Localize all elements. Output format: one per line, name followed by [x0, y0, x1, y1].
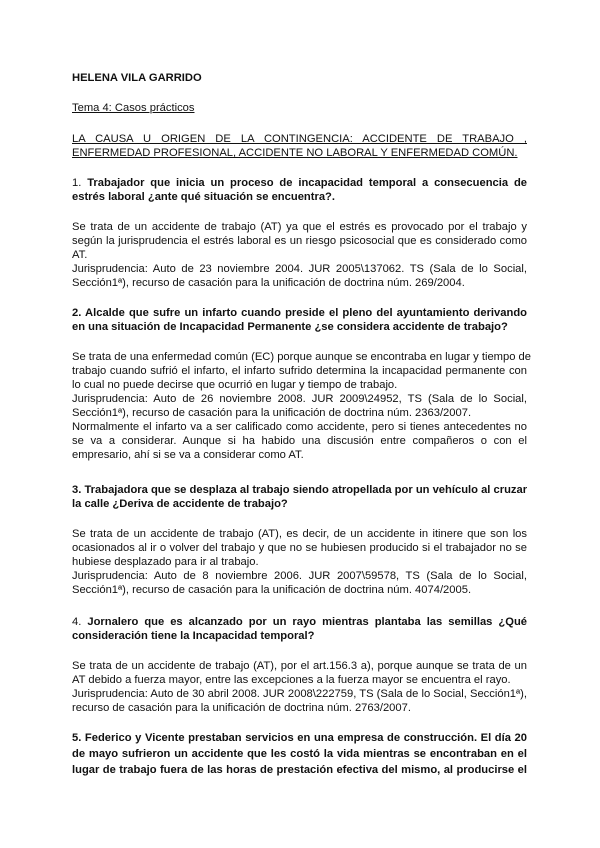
- answer-2-line-4: Jurisprudencia: Auto de 26 noviembre 2008. JUR 2009\24952, TS (Sala de lo Social,: [72, 393, 527, 405]
- question-1-line-1: [72, 176, 527, 190]
- question-1-number: 1.: [72, 177, 82, 189]
- answer-4-line-2: AT debido a fuerza mayor, entre las excepciones a la fuerza mayor se encuentra el rayo.: [72, 674, 511, 686]
- section-heading-line-1: LA CAUSA U ORIGEN DE LA CONTINGENCIA: ACCIDENTE DE TRABAJO ,: [72, 133, 527, 145]
- answer-2-line-7: se va a considerar. Aunque si ha habido una discusión entre compañeros o con el: [72, 435, 527, 447]
- question-2-line-2: en una situación de Incapacidad Permanente ¿se considera accidente de trabajo?: [72, 321, 508, 333]
- answer-3-line-2: ocasionados al ir o volver del trabajo y que no se hubiesen producido si el trabajador no se: [72, 542, 527, 554]
- answer-4-line-3: Jurisprudencia: Auto de 30 abril 2008. JUR 2008\222759, TS (Sala de lo Social, Sección1ª),: [72, 688, 527, 700]
- answer-4-line-4: recurso de casación para la unificación de doctrina núm. 2763/2007.: [72, 702, 411, 714]
- answer-2-line-8: empresario, ahí si se va a considerar como AT.: [72, 449, 304, 461]
- answer-3-line-4: Jurisprudencia: Auto de 8 noviembre 2006. JUR 2007\59578, TS (Sala de lo Social,: [72, 570, 527, 582]
- answer-1-line-2: según la jurisprudencia el estrés laboral es un riesgo psicosocial que es considerado como: [72, 235, 527, 247]
- answer-2-line-2: trabajo cuando sufrió el infarto, el infarto sufrido determina la incapacidad permanente con: [72, 365, 527, 377]
- answer-3-line-1: Se trata de un accidente de trabajo (AT), es decir, de un accidente in itinere que son los: [72, 528, 527, 540]
- question-5-line-1: 5. Federico y Vicente prestaban servicios en una empresa de construcción. El día 20: [72, 732, 527, 744]
- question-4-text: Jornalero que es alcanzado por un rayo mientras plantaba las semillas ¿Qué: [87, 616, 527, 628]
- question-5-line-3: lugar de trabajo fuera de las horas de prestación efectiva del mismo, al producirse el: [72, 764, 527, 776]
- answer-3-line-3: hubiese desplazado para ir al trabajo.: [72, 556, 259, 568]
- question-1-text: Trabajador que inicia un proceso de incapacidad temporal a consecuencia de: [87, 177, 528, 189]
- question-2-line-1: 2. Alcalde que sufre un infarto cuando preside el pleno del ayuntamiento derivando: [72, 307, 527, 319]
- question-5-line-2: de mayo sufrieron un accidente que les costó la vida mientras se encontraban en el: [72, 748, 527, 760]
- answer-2-line-5: Sección1ª), recurso de casación para la unificación de doctrina núm. 2363/2007.: [72, 407, 472, 419]
- answer-3-line-5: Sección1ª), recurso de casación para la unificación de doctrina núm. 4074/2005.: [72, 584, 472, 596]
- question-3-line-2: la calle ¿Deriva de accidente de trabajo?: [72, 498, 288, 510]
- question-4-line-2: consideración tiene la Incapacidad temporal?: [72, 630, 315, 642]
- answer-4-line-1: Se trata de un accidente de trabajo (AT), por el art.156.3 a), porque aunque se trata de un: [72, 660, 527, 672]
- question-1-line-2: estrés laboral ¿ante qué situación se encuentra?.: [72, 191, 335, 203]
- answer-1-line-4: Jurisprudencia: Auto de 23 noviembre 2004. JUR 2005\137062. TS (Sala de lo Social,: [72, 263, 527, 275]
- answer-2-line-6: Normalmente el infarto va a ser calificado como accidente, pero si tienes antecedentes no: [72, 421, 527, 433]
- question-3-line-1: 3. Trabajadora que se desplaza al trabajo siendo atropellada por un vehículo al cruzar: [72, 484, 528, 496]
- answer-2-line-3: lo cual no puede decirse que ocurrió en lugar y tiempo de trabajo.: [72, 379, 398, 391]
- section-heading-line-2: ENFERMEDAD PROFESIONAL, ACCIDENTE NO LABORAL Y ENFERMEDAD COMÚN.: [72, 147, 518, 159]
- author-name: HELENA VILA GARRIDO: [72, 72, 202, 84]
- answer-2-line-1: Se trata de una enfermedad común (EC) porque aunque se encontraba en lugar y tiempo de: [72, 351, 531, 363]
- answer-1-line-5: Sección1ª), recurso de casación para la unificación de doctrina núm. 269/2004.: [72, 277, 465, 289]
- question-4-line-1: [72, 615, 527, 629]
- question-4-number: 4.: [72, 616, 82, 628]
- answer-1-line-1: Se trata de un accidente de trabajo (AT) ya que el estrés es provocado por el trabajo y: [72, 221, 527, 233]
- topic-title: Tema 4: Casos prácticos: [72, 102, 195, 114]
- answer-1-line-3: AT.: [72, 249, 88, 261]
